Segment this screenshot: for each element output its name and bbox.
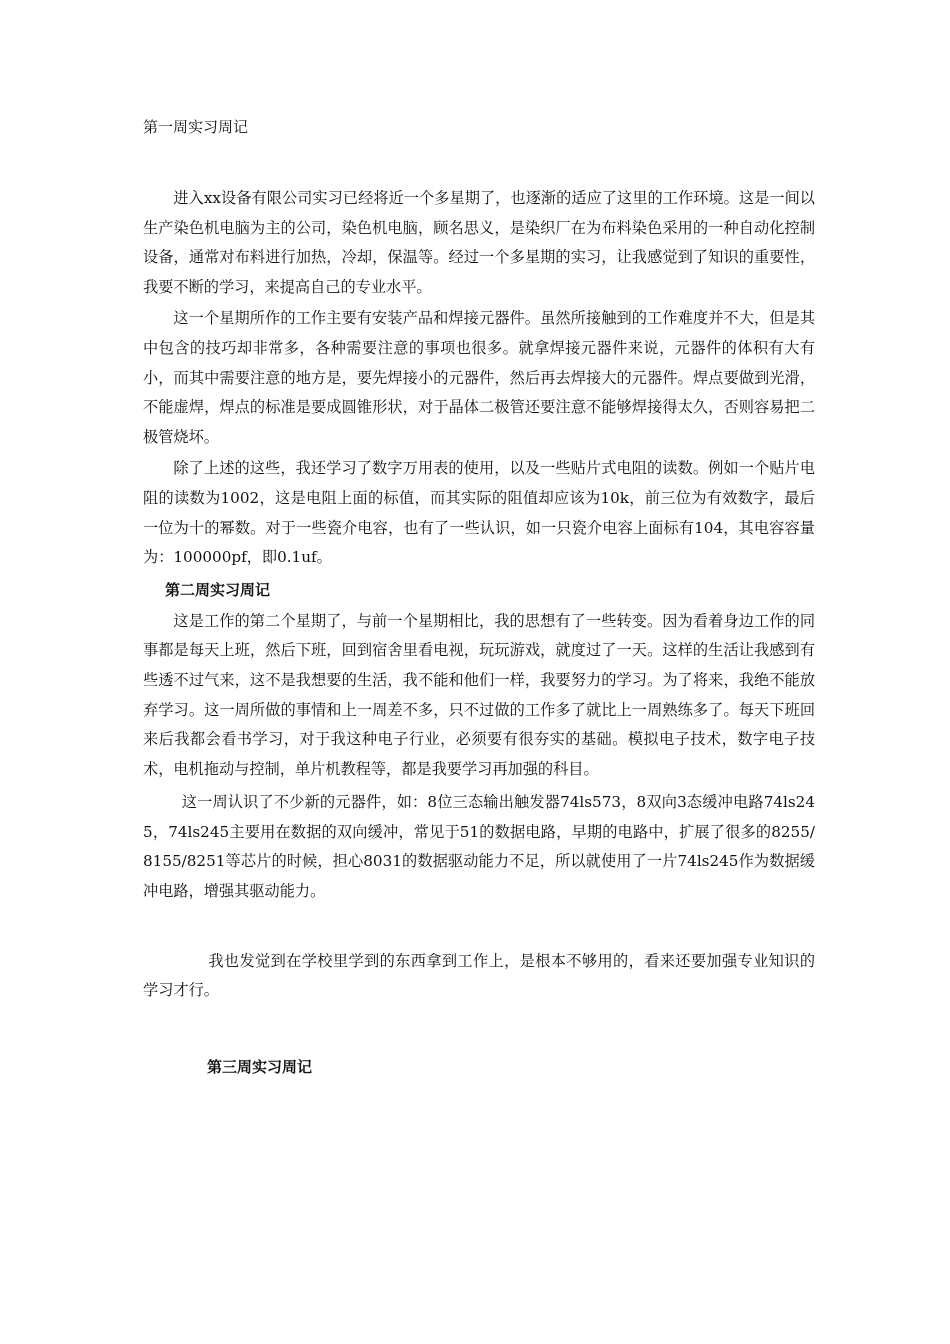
week1-title: 第一周实习周记 xyxy=(143,118,249,136)
week1-paragraph-1: 进入xx设备有限公司实习已经将近一个多星期了，也逐渐的适应了这里的工作环境。这是一间以生产染色机电脑为主的公司，染色机电脑，顾名思义，是染织厂在为布料染色采用的一种自动化控制设备，通常对布料进行加热，冷却，保温等。经过一个多星期的实习，让我感觉到了知识的重要性，我要不断的学习，来提高自己的专业水平。 xyxy=(143,189,815,296)
week3-title: 第三周实习周记 xyxy=(207,1057,313,1076)
week2-paragraph-1: 这是工作的第二个星期了，与前一个星期相比，我的思想有了一些转变。因为看着身边工作的同事都是每天上班，然后下班，回到宿舍里看电视，玩玩游戏，就度过了一天。这样的生活让我感到有些透不过气来，这不是我想要的生活，我不能和他们一样，我要努力的学习。为了将来，我绝不能放弃学习。这一周所做的事情和上一周差不多，只不过做的工作多了就比上一周熟练多了。每天下班回来后我都会看书学习，对于我这种电子行业，必须要有很夯实的基础。模拟电子技术，数字电子技术，电机拖动与控制，单片机教程等，都是我要学习再加强的科目。 xyxy=(143,611,815,778)
week2-paragraph-2: 这一周认识了不少新的元器件，如：8位三态输出触发器74ls573，8双向3态缓冲电路74ls245，74ls245主要用在数据的双向缓冲，常见于51的数据电路，早期的电路中，扩展了很多的8255/8155/8251等芯片的时候，担心8031的数据驱动能力不足，所以就使用了一片74ls245作为数据缓冲电路，增强其驱动能力。 xyxy=(143,793,815,901)
week2-paragraph-3: 我也发觉到在学校里学到的东西拿到工作上，是根本不够用的，看来还要加强专业知识的学习才行。 xyxy=(143,951,815,1000)
week1-paragraph-2: 这一个星期所作的工作主要有安装产品和焊接元器件。虽然所接触到的工作难度并不大，但是其中包含的技巧却非常多，各种需要注意的事项也很多。就拿焊接元器件来说，元器件的体积有大有小，而其中需要注意的地方是，要先焊接小的元器件，然后再去焊接大的元器件。焊点要做到光滑，不能虚焊，焊点的标准是要成圆锥形状，对于晶体二极管还要注意不能够焊接得太久，否则容易把二极管烧坏。 xyxy=(143,309,815,446)
week1-paragraph-3: 除了上述的这些，我还学习了数字万用表的使用，以及一些贴片式电阻的读数。例如一个贴片电阻的读数为1002，这是电阻上面的标值，而其实际的阻值却应该为10k，前三位为有效数字，最后一位为十的幂数。对于一些瓷介电容，也有了一些认识，如一只瓷介电容上面标有104，其电容容量为：100000pf，即0.1uf。 xyxy=(143,459,815,567)
document-body xyxy=(143,112,815,1082)
week2-title: 第二周实习周记 xyxy=(165,580,271,599)
